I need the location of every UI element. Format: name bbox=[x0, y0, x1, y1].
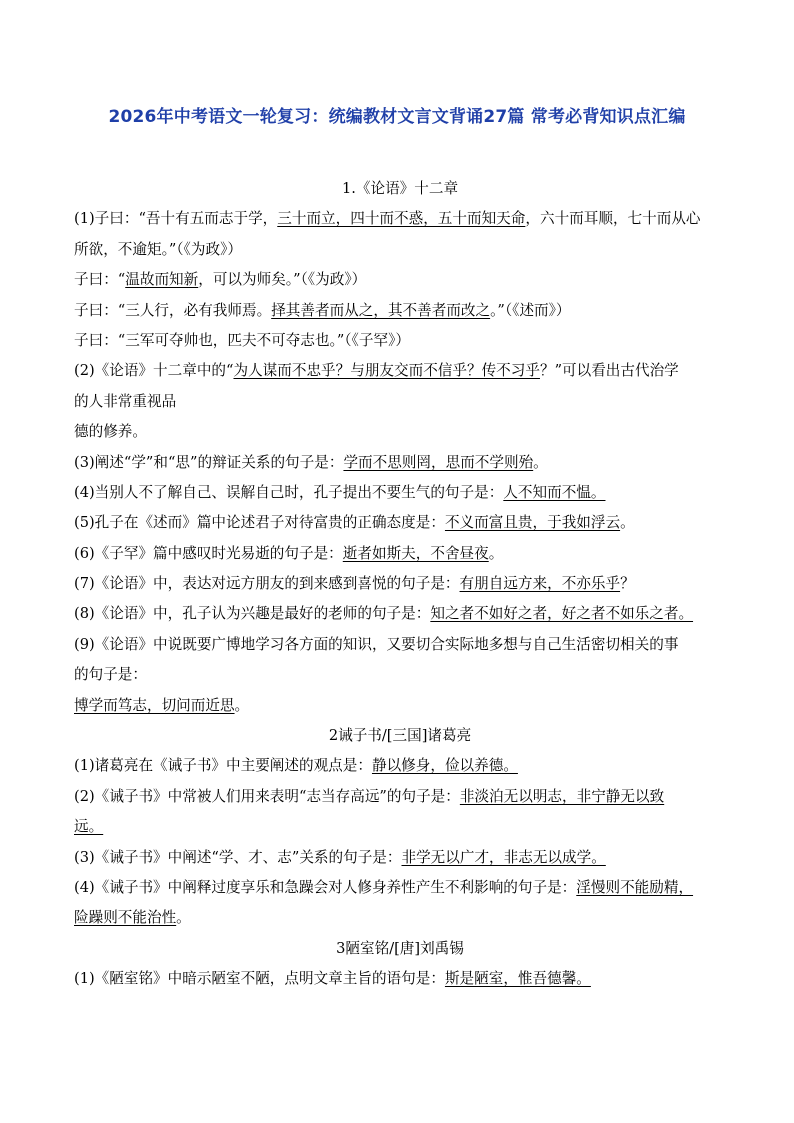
text-line bbox=[74, 599, 726, 629]
line-text: (4)当别人不了解自己、误解自己时，孔子提出不要生气的句子是： bbox=[74, 483, 504, 501]
answer-text: 非学无以广才，非志无以成学。 bbox=[401, 848, 606, 866]
line-text: (4)《诫子书》中阐释过度享乐和急躁会对人修身养性产生不利影响的句子是： bbox=[74, 878, 577, 896]
text-line bbox=[74, 873, 726, 903]
line-text: (1)子曰：“吾十有五而志于学， bbox=[74, 210, 278, 228]
line-text: 。 bbox=[176, 909, 191, 927]
line-text: 。 bbox=[533, 453, 548, 471]
answer-text: 淫慢则不能励精， bbox=[576, 878, 694, 896]
text-line bbox=[74, 569, 726, 599]
answer-text: 静以修身，俭以养德。 bbox=[371, 757, 518, 775]
answer-text: 非淡泊无以明志，非宁静无以致 bbox=[459, 787, 665, 805]
text-line bbox=[74, 296, 726, 326]
section-heading bbox=[74, 721, 726, 751]
text-line bbox=[74, 235, 726, 265]
line-text: (1)诸葛亮在《诫子书》中主要阐述的观点是： bbox=[74, 757, 372, 775]
line-text: (5)孔子在《述而》篇中论述君子对待富贵的正确态度是： bbox=[74, 514, 445, 532]
line-text: 子曰：“ bbox=[74, 271, 126, 289]
text-line bbox=[74, 630, 726, 660]
answer-text: 为人谋而不忠乎？与朋友交而不信乎？传不习乎 bbox=[233, 362, 540, 380]
line-text: 。”（《述而》） bbox=[490, 301, 571, 319]
line-text: 的人非常重视品 bbox=[74, 392, 177, 410]
text-line bbox=[74, 903, 726, 933]
text-line bbox=[74, 660, 726, 690]
text-line bbox=[74, 478, 726, 508]
line-text: (3)阐述“学”和“思”的辩证关系的句子是： bbox=[74, 453, 344, 471]
line-text: (6)《子罕》篇中感叹时光易逝的句子是： bbox=[74, 544, 343, 562]
text-line bbox=[74, 691, 726, 721]
text-line bbox=[74, 356, 726, 386]
text-line bbox=[74, 751, 726, 781]
line-text: ，可以为师矣。”（《为政》） bbox=[198, 271, 367, 289]
answer-text: 三十而立，四十而不惑，五十而知天命 bbox=[277, 210, 526, 228]
line-text: (9)《论语》中说既要广博地学习各方面的知识，又要切合实际地多想与自己生活密切相关的事 bbox=[74, 635, 679, 653]
line-text: 。 bbox=[488, 544, 504, 562]
line-text: 德的修养。 bbox=[74, 423, 147, 441]
text-line bbox=[74, 448, 726, 478]
section-heading bbox=[74, 174, 726, 204]
line-text: (2)《论语》十二章中的“ bbox=[74, 362, 234, 380]
line-text: (8)《论语》中，孔子认为兴趣是最好的老师的句子是： bbox=[74, 605, 431, 623]
line-text: (7)《论语》中，表达对远方朋友的到来感到喜悦的句子是： bbox=[74, 575, 460, 593]
line-text: 1.《论语》十二章 bbox=[341, 180, 459, 197]
text-line bbox=[74, 265, 726, 295]
text-line bbox=[74, 508, 726, 538]
line-text: 。 bbox=[234, 696, 250, 714]
text-line bbox=[74, 812, 726, 842]
document-body bbox=[74, 174, 726, 995]
line-text: (1)《陋室铭》中暗示陋室不陋，点明文章主旨的语句是： bbox=[74, 970, 445, 988]
line-text: ？”可以看出古代治学 bbox=[539, 362, 679, 380]
text-line bbox=[74, 326, 726, 356]
line-text: (3)《诫子书》中阐述“学、才、志”关系的句子是： bbox=[74, 848, 402, 866]
answer-text: 有朋自远方来，不亦乐乎 bbox=[459, 575, 621, 593]
text-line bbox=[74, 964, 726, 994]
answer-text: 学而不思则罔，思而不学则殆 bbox=[343, 453, 534, 471]
line-text: (2)《诫子书》中常被人们用来表明“志当存高远”的句子是： bbox=[74, 787, 460, 805]
document-title: 2026年中考语文一轮复习：统编教材文言文背诵27篇 常考必背知识点汇编 bbox=[108, 107, 686, 127]
answer-text: 远。 bbox=[74, 818, 104, 836]
answer-text: 择其善者而从之，其不善者而改之 bbox=[271, 301, 491, 319]
line-text: 3陋室铭/[唐]刘禹锡 bbox=[336, 939, 464, 957]
text-line bbox=[74, 539, 726, 569]
answer-text: 逝者如斯夫，不舍昼夜 bbox=[342, 544, 489, 562]
line-text: ？ bbox=[620, 575, 635, 593]
text-line bbox=[74, 417, 726, 447]
text-line bbox=[74, 843, 726, 873]
answer-text: 险躁则不能治性 bbox=[74, 909, 177, 927]
answer-text: 不义而富且贵，于我如浮云 bbox=[444, 514, 621, 532]
text-line bbox=[74, 387, 726, 417]
answer-text: 人不知而不愠。 bbox=[503, 483, 606, 501]
line-text: 2诫子书/[三国]诸葛亮 bbox=[328, 727, 472, 745]
line-text: 所欲，不逾矩。”（《为政》） bbox=[74, 240, 242, 258]
text-line bbox=[74, 204, 726, 234]
line-text: 子曰：“三人行，必有我师焉。 bbox=[74, 301, 272, 319]
answer-text: 斯是陋室，惟吾德馨。 bbox=[444, 970, 591, 988]
section-heading bbox=[74, 934, 726, 964]
line-text: 的句子是： bbox=[74, 666, 147, 684]
line-text: 。 bbox=[620, 514, 635, 532]
line-text: 子曰：“三军可夺帅也，匹夫不可夺志也。”（《子罕》） bbox=[74, 331, 410, 349]
answer-text: 温故而知新 bbox=[125, 271, 199, 289]
answer-text: 博学而笃志，切问而近思 bbox=[74, 696, 235, 714]
answer-text: 知之者不如好之者，好之者不如乐之者。 bbox=[430, 605, 694, 623]
text-line bbox=[74, 782, 726, 812]
line-text: ，六十而耳顺，七十而从心 bbox=[525, 210, 701, 228]
